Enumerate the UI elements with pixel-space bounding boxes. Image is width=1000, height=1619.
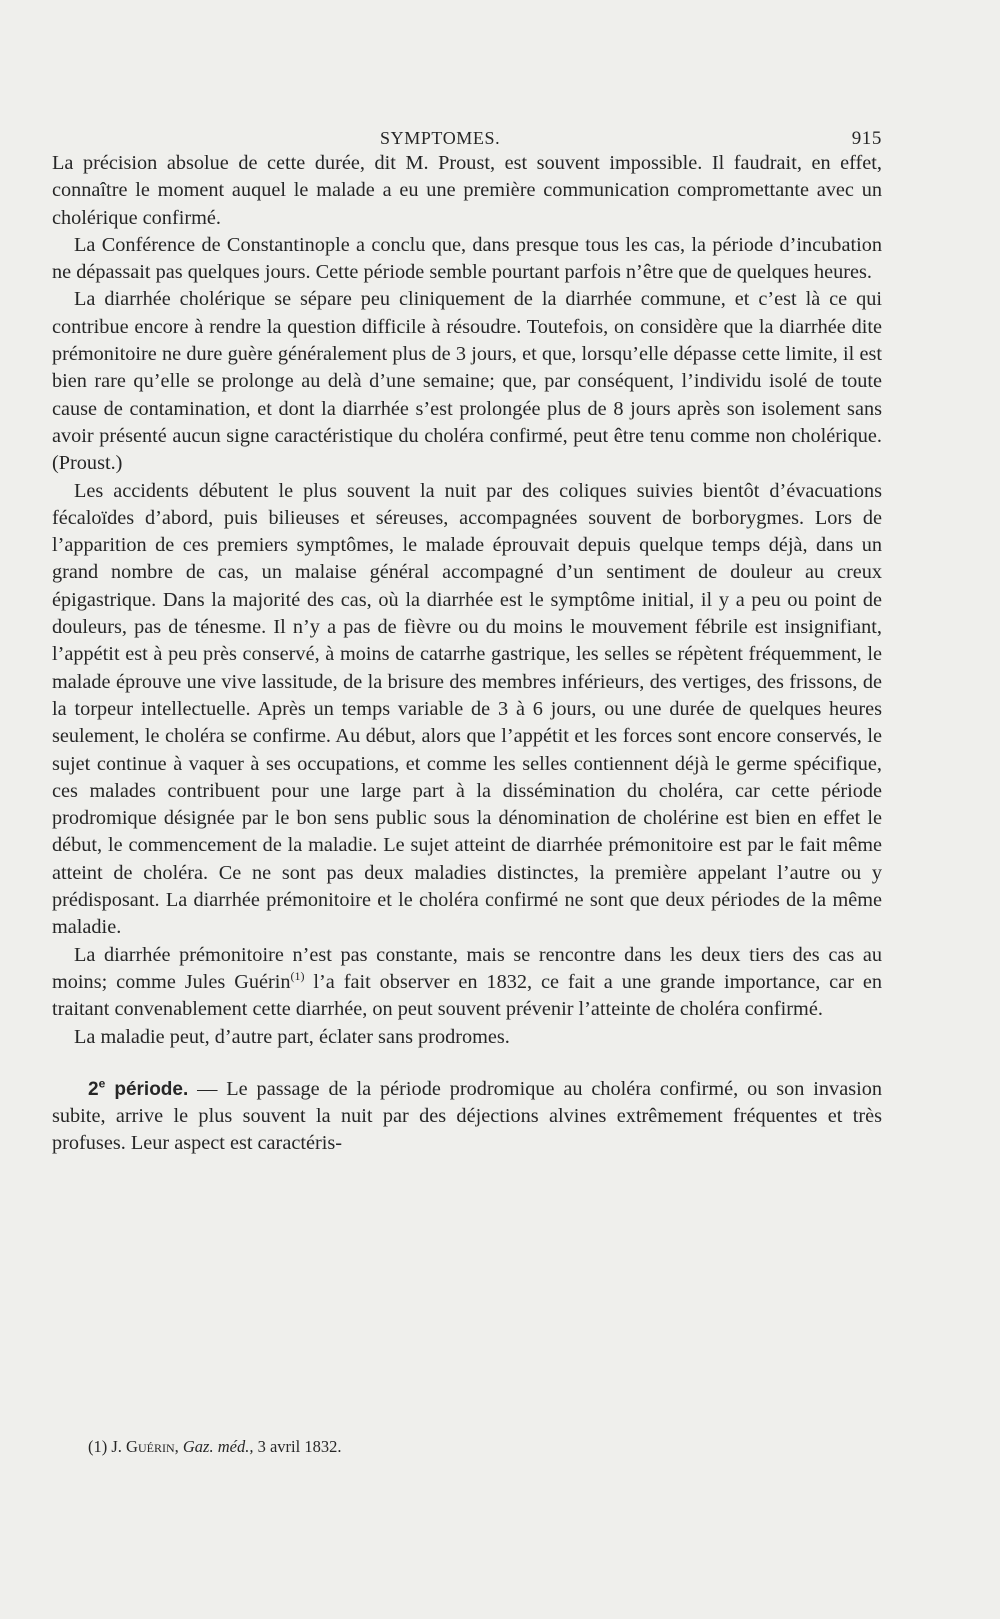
paragraph-duration: La précision absolue de cette durée, dit M. Proust, est souvent impossible. Il faudrait, en effet, connaître le moment auquel le malade a eu une première communication compromettante avec un cholérique confirmé. bbox=[52, 152, 882, 229]
paragraph-diarrhea: La diarrhée cholérique se sépare peu cliniquement de la diarrhée commune, et c’est là ce qui contribue encore à rendre la question difficile à résoudre. Toutefois, on considère que la diarrhée dite prémonitoire ne dure guère généralement plus de 3 jours, et que, lorsqu’elle dépasse cette limite, il est bien rare qu’elle se prolonge au delà d’une semaine; que, par conséquent, l’individu isolé de toute cause de contamination, et dont la diarrhée s’est prolongée plus de 8 jours après son isolement sans avoir présenté aucun signe caractéristique du choléra confirmé, peut être tenu comme non cholérique. (Proust.) bbox=[52, 288, 882, 475]
footnote-journal: Gaz. méd., bbox=[182, 1437, 254, 1456]
paragraph-second-period bbox=[52, 1076, 882, 1158]
paragraph-guerin bbox=[52, 942, 882, 1024]
paragraph-accidents: Les accidents débutent le plus souvent la nuit par des coliques suivies bientôt d’évacuations fécaloïdes d’abord, puis bilieuses et séreuses, accompagnées souvent de borborygmes. Lors de l’apparition de ces premiers symptômes, le malade éprouvait depuis quelque temps déjà, dans un grand nombre de cas, un malaise général accompagné d’un sentiment de douleur au creux épigastrique. Dans la majorité des cas, où la diarrhée est le symptôme initial, il y a peu ou point de douleurs, pas de ténesme. Il n’y a pas de fièvre ou du moins le mouvement fébrile est insignifiant, l’appétit est à peu près conservé, à moins de catarrhe gastrique, les selles se répètent fréquemment, le malade éprouve une vive lassitude, de la brisure des membres inférieurs, des vertiges, des frissons, de la torpeur intellectuelle. Après un temps variable de 3 à 6 jours, ou une durée de quelques heures seulement, le choléra se confirme. Au début, alors que l’appétit et les forces sont encore conservés, le sujet continue à vaquer à ses occupations, et comme les selles contiennent déjà le germe spécifique, ces malades contribuent pour une large part à la dissémination du choléra, car cette période prodromique désignée par le bon sens public sous la dénomination de cholérine est bien en effet le début, le commencement de la maladie. Le sujet atteint de diarrhée prémonitoire est par le fait même atteint de choléra. Ce ne sont pas deux maladies distinctes, la première appelant l’autre ou y prédisposant. La diarrhée prémonitoire et le choléra confirmé ne sont que deux périodes de la même maladie. bbox=[52, 479, 882, 939]
page-number: 915 bbox=[851, 128, 882, 149]
guerin-text-before: La diarrhée prémonitoire n’est pas constante, mais se rencontre dans les deux tiers des cas au moins; comme Jules Guérin bbox=[52, 943, 882, 993]
footnote-date: 3 avril 1832. bbox=[257, 1437, 342, 1456]
section-text: — Le passage de la période prodromique au choléra confirmé, ou son invasion subite, arrive le plus souvent la nuit par des déjections alvines extrêmement fréquentes et très profuses. Leur aspect est caractéris- bbox=[52, 1077, 882, 1155]
footnote bbox=[88, 1437, 341, 1457]
footnote-reference: (1) bbox=[290, 969, 305, 984]
running-head bbox=[52, 124, 882, 150]
body-text bbox=[52, 150, 882, 1158]
section-heading-label: période. bbox=[105, 1078, 189, 1100]
running-title: SYMPTOMES. bbox=[380, 128, 501, 148]
section-heading bbox=[88, 1076, 189, 1100]
paragraph-constantinople: La Conférence de Constantinople a conclu que, dans presque tous les cas, la période d’incubation ne dépassait pas quelques jours. Cette période semble pourtant parfois n’être que de quelques heures. bbox=[52, 233, 882, 284]
footnote-author: J. Guérin, bbox=[111, 1437, 179, 1456]
section-number-suffix: e bbox=[98, 1076, 106, 1091]
footnote-mark: (1) bbox=[88, 1437, 108, 1456]
section-number: 2 bbox=[88, 1078, 99, 1100]
paragraph-no-prodromes: La maladie peut, d’autre part, éclater sans prodromes. bbox=[74, 1025, 510, 1048]
guerin-text-after: l’a fait observer en 1832, ce fait a une grande importance, car en traitant convenablement cette diarrhée, on peut souvent prévenir l’atteinte de choléra confirmé. bbox=[52, 970, 882, 1021]
